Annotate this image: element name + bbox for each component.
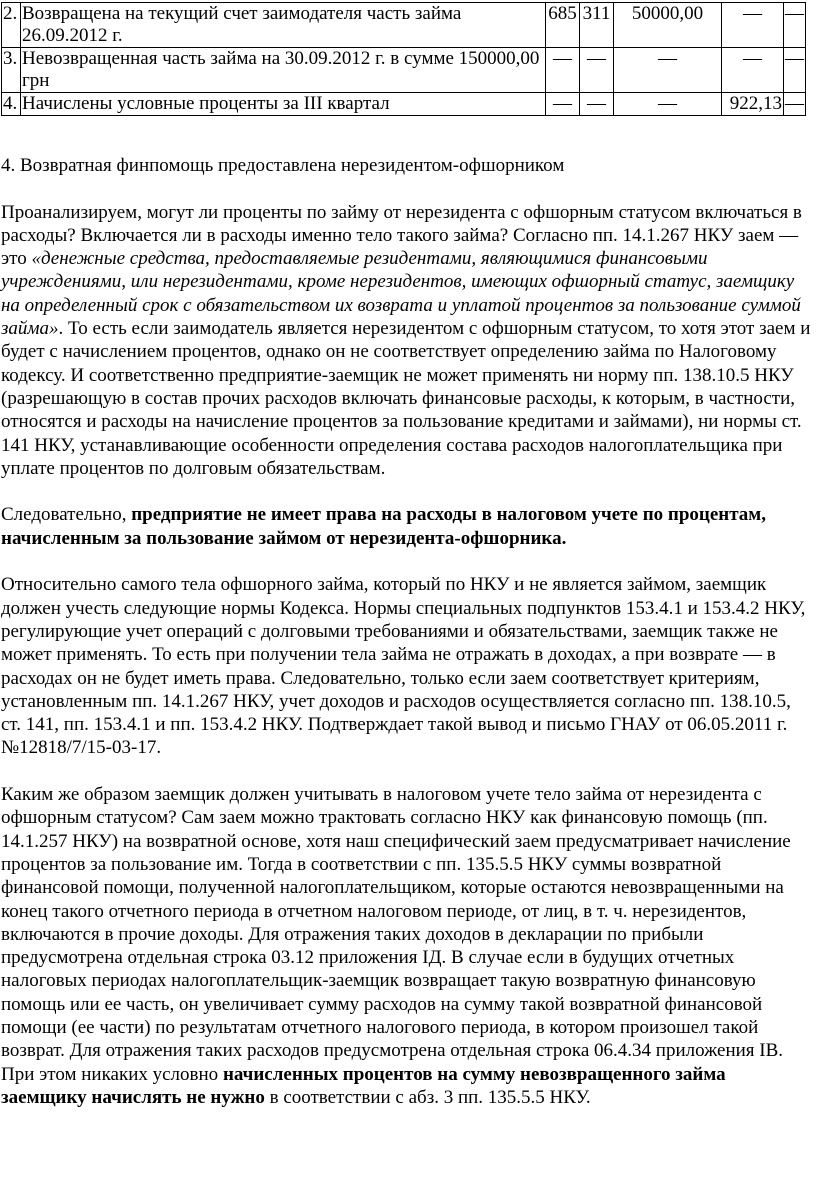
row-number: 2. (2, 3, 21, 48)
amount-cell: — (614, 48, 722, 93)
table-row (2, 3, 806, 48)
row-description: Невозвращенная часть займа на 30.09.2012 г. в сумме 150000,00 грн (21, 48, 546, 93)
row-number: 3. (2, 48, 21, 93)
paragraph-text: Каким же образом заемщик должен учитывать в налоговом учете тело займа от нерезидента с офшорным статусом? Сам заем можно трактовать согласно НКУ как финансовую помощь (пп. 14.1.257 НКУ) на возвратной основе, хотя наш специфический заем предусматривает начисление процентов за пользование им. Тогда в соответствии с пп. 135.5.5 НКУ суммы возвратной финансовой помощи, полученной налогоплательщиком, которые остаются невозвращенными на конец такого отчетного периода в отчетном налоговом периоде, от лиц, в т. ч. нерезидентов, включаются в прочие доходы. Для отражения таких доходов в декларации по прибыли предусмотрена отдельная строка 03.12 приложения ІД. В случае если в будущих отчетных налоговых периодах налогоплательщик-заемщик возвращает такую возвратную финансовую помощь или ее часть, он увеличивает сумму расходов на сумму такой возвратной финансовой помощи (ее части) по результатам отчетного налогового периода, в котором произошел такой возврат. Для отражения таких расходов предусмотрена отдельная строка 06.4.34 приложения ІВ. При этом никаких условно (1, 784, 791, 1085)
paragraph-accounting (1, 783, 815, 1109)
no-interest-bold: начисленных процентов на сумму невозвращенного займа заемщику начислять не нужно (1, 1063, 726, 1108)
paragraph-conclusion (1, 503, 815, 550)
tax-amount-cell: 922,13 (722, 93, 784, 116)
debit-account-cell: 685 (546, 3, 580, 48)
paragraph-text: Проанализируем, могут ли проценты по займу от нерезидента с офшорным статусом включаться в расходы? Включается ли в расходы именно тело такого займа? Согласно пп. 14.1.267 НКУ заем — это (1, 201, 802, 270)
tax-amount-cell: — (722, 3, 784, 48)
loan-definition-quote: «денежные средства, предоставляемые резидентами, являющимися финансовыми учреждениями, или нерезидентами, кроме нерезидентов, имеющих офшорный статус, заемщику на определенный срок с обязательством их возврата и уплатой процентов за пользование суммой займа» (1, 248, 801, 340)
credit-account-cell: — (580, 48, 614, 93)
amount-cell: 50000,00 (614, 3, 722, 48)
tax-amount-cell: — (722, 48, 784, 93)
paragraph-loan-body: Относительно самого тела офшорного займа, который по НКУ и не является займом, заемщик должен учесть следующие нормы Кодекса. Нормы специальных подпунктов 153.4.1 и 153.4.2 НКУ, регулирующие учет операций с долговыми требованиями и обязательствами, заемщик также не может применять. То есть при получении тела займа не отражать в доходах, а при возврате — в расходах он не будет иметь права. Следовательно, только если заем соответствует критериям, установленным пп. 14.1.267 НКУ, учет доходов и расходов осуществляется согласно пп. 138.10.5, ст. 141, пп. 153.4.1 и пп. 153.4.2 НКУ. Подтверждает такой вывод и письмо ГНАУ от 06.05.2011 г. №12818/7/15-03-17. (1, 574, 806, 759)
operations-table (1, 2, 806, 116)
row-number: 4. (2, 93, 21, 116)
credit-account-cell: — (580, 93, 614, 116)
amount-cell: — (614, 93, 722, 116)
paragraph-text: в соответствии с абз. 3 пп. 135.5.5 НКУ. (264, 1086, 591, 1108)
conclusion-bold: предприятие не имеет права на расходы в налоговом учете по процентам, начисленным за пользование займом от нерезидента-офшорника. (1, 504, 766, 549)
extra-cell: — (784, 3, 806, 48)
extra-cell: — (784, 48, 806, 93)
row-description: Возвращена на текущий счет заимодателя часть займа 26.09.2012 г. (21, 3, 546, 48)
credit-account-cell: 311 (580, 3, 614, 48)
paragraph-analysis (1, 201, 815, 481)
row-description: Начислены условные проценты за III квартал (21, 93, 546, 116)
extra-cell: — (785, 93, 804, 114)
debit-account-cell: — (546, 48, 580, 93)
paragraph-text: Следовательно, (1, 504, 132, 526)
debit-account-cell: — (546, 93, 580, 116)
section-heading: 4. Возвратная финпомощь предоставлена нерезидентом-офшорником (1, 155, 565, 176)
table-row (2, 48, 806, 93)
article-body (1, 154, 815, 1132)
paragraph-text: . То есть если заимодатель является нерезидентом с офшорным статусом, то хотя этот заем и будет с начислением процентов, однако он не соответствует определению займа по Налоговому кодексу. И соответственно предприятие-заемщик не может применять ни норму пп. 138.10.5 НКУ (разрешающую в состав прочих расходов включать финансовые расходы, к которым, в частности, относятся и расходы на начисление процентов за пользование кредитами и займами), ни нормы ст. 141 НКУ, устанавливающие особенности определения состава расходов налогоплательщика при уплате процентов по долговым обязательствам. (1, 318, 811, 479)
table-row (2, 93, 806, 116)
